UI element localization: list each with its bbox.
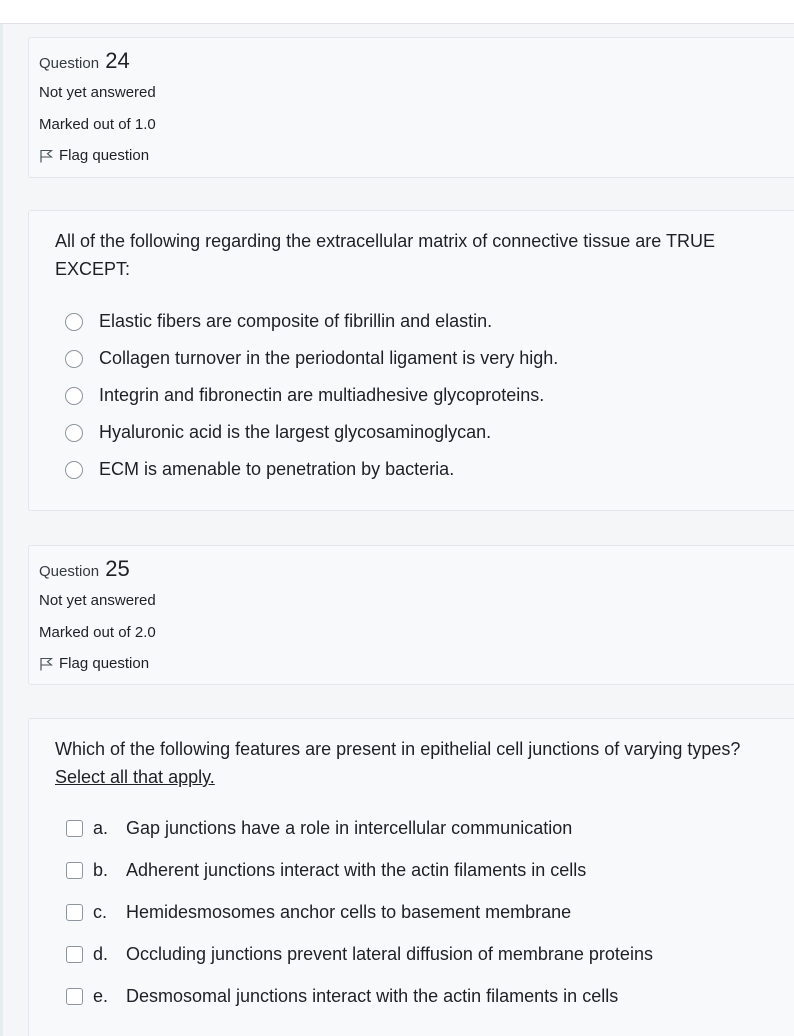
question-24-info [28,37,794,178]
answer-option-a[interactable] [55,807,781,849]
checkbox[interactable] [66,946,83,963]
radio-button[interactable] [65,313,83,331]
answer-text: Adherent junctions interact with the actin filaments in cells [126,859,587,880]
answer-option-e[interactable] [55,975,781,1017]
answer-option[interactable] [55,451,781,488]
checkbox[interactable] [66,904,83,921]
checkbox[interactable] [66,820,83,837]
flag-question-link[interactable] [39,141,794,171]
answer-options [55,303,781,488]
flag-icon [39,657,53,671]
answer-option-d[interactable] [55,933,781,975]
answer-text: Elastic fibers are composite of fibrillin and elastin. [99,311,493,331]
answer-option[interactable] [55,414,781,451]
checkbox[interactable] [66,988,83,1005]
answer-text: Collagen turnover in the periodontal ligament is very high. [99,348,559,368]
answer-option-c[interactable] [55,891,781,933]
answer-option-b[interactable] [55,849,781,891]
question-24-heading [39,48,794,77]
checkbox[interactable] [66,862,83,879]
answer-options [55,807,781,1017]
option-letter: b. [93,859,109,880]
question-label: Question [39,55,100,72]
answer-option[interactable] [55,303,781,340]
answer-text: Desmosomal junctions interact with the actin filaments in cells [126,985,619,1006]
question-instruction: Select all that apply. [55,767,215,787]
radio-button[interactable] [65,461,83,479]
question-number: 24 [105,48,130,73]
answer-text: Gap junctions have a role in intercellular communication [126,817,573,838]
flag-icon [39,149,53,163]
answer-text: Occluding junctions prevent lateral diffusion of membrane proteins [126,943,653,964]
question-label: Question [39,563,100,580]
answer-text: Hyaluronic acid is the largest glycosaminoglycan. [99,422,492,442]
question-24-content [28,210,794,511]
option-letter: a. [93,817,109,838]
radio-button[interactable] [65,424,83,442]
question-state: Not yet answered [39,592,156,609]
answer-option[interactable] [55,340,781,377]
radio-button[interactable] [65,387,83,405]
option-letter: d. [93,943,109,964]
question-text-main: Which of the following features are present in epithelial cell junctions of varying types? [55,739,741,759]
answer-option[interactable] [55,377,781,414]
flag-question-link[interactable] [39,649,794,679]
radio-button[interactable] [65,350,83,368]
answer-text: Hemidesmosomes anchor cells to basement membrane [126,901,572,922]
left-border [0,24,3,1036]
answer-text: Integrin and fibronectin are multiadhesive glycoproteins. [99,385,545,405]
question-25-info [28,545,794,685]
question-text [55,735,773,791]
question-marks: Marked out of 2.0 [39,624,156,641]
question-text: All of the following regarding the extracellular matrix of connective tissue are TRUE EXCEPT: [55,231,715,279]
question-number: 25 [105,556,130,581]
answer-text: ECM is amenable to penetration by bacteria. [99,459,455,479]
flag-question-label: Flag question [59,655,150,672]
top-bar [0,0,794,24]
question-25-content [28,718,794,1036]
question-state: Not yet answered [39,84,156,101]
option-letter: e. [93,985,109,1006]
question-marks: Marked out of 1.0 [39,116,156,133]
option-letter: c. [93,901,108,922]
question-25-heading [39,556,794,585]
flag-question-label: Flag question [59,147,150,164]
